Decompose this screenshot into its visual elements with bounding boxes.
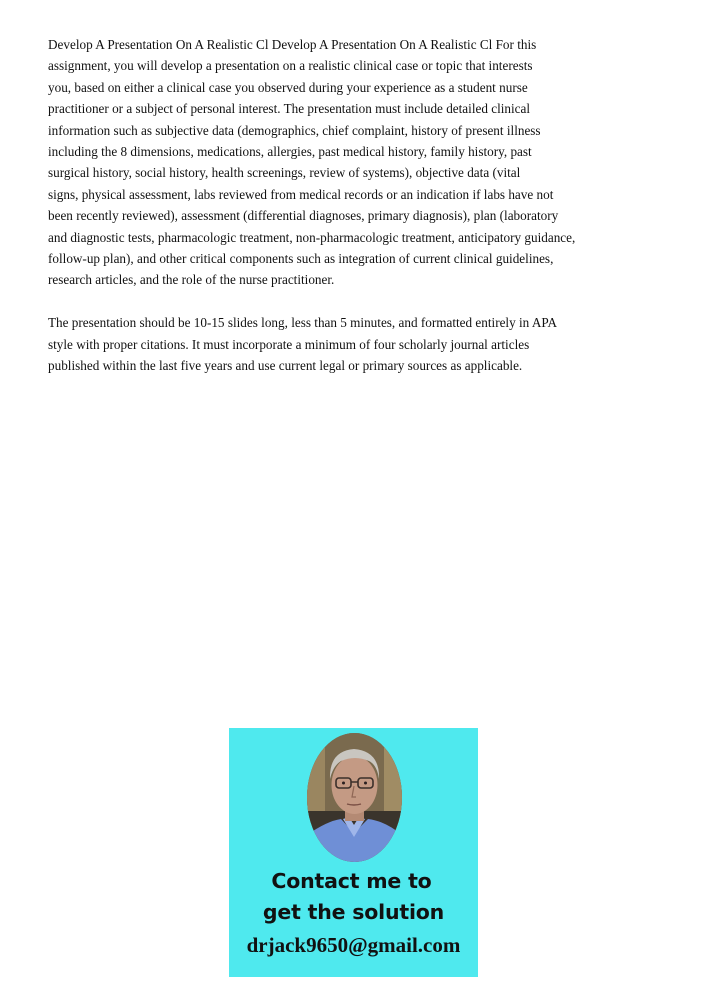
document-body [48, 34, 648, 376]
text-line: style with proper citations. It must incorporate a minimum of four scholarly journal articles [48, 336, 530, 352]
text-line: including the 8 dimensions, medications, allergies, past medical history, family history, past [48, 144, 532, 160]
text-line: been recently reviewed), assessment (differential diagnoses, primary diagnosis), plan (laboratory [48, 208, 559, 224]
contact-email: drjack9650@gmail.com [246, 933, 461, 957]
text-line: signs, physical assessment, labs reviewed from medical records or an indication if labs have not [48, 186, 554, 202]
text-line: The presentation should be 10-15 slides long, less than 5 minutes, and formatted entirely in APA [48, 315, 557, 331]
text-line: follow-up plan), and other critical components such as integration of current clinical guidelines, [48, 251, 554, 267]
text-line: assignment, you will develop a presentation on a realistic clinical case or topic that interests [48, 58, 533, 74]
promo-headline-line1: Contact me to [271, 869, 432, 893]
text-line: research articles, and the role of the nurse practitioner. [48, 272, 335, 288]
promo-headline-line2: get the solution [262, 900, 445, 924]
text-line: published within the last five years and use current legal or primary sources as applicable. [48, 358, 523, 374]
text-line: you, based on either a clinical case you observed during your experience as a student nurse [48, 79, 528, 95]
text-line: surgical history, social history, health screenings, review of systems), objective data (vital [48, 165, 521, 181]
portrait-photo [307, 733, 402, 862]
text-line: practitioner or a subject of personal interest. The presentation must include detailed clinical [48, 101, 531, 117]
person-portrait-icon [307, 733, 402, 862]
contact-promo-banner [229, 728, 478, 977]
paragraph-presentation-requirements [48, 312, 648, 376]
text-line: Develop A Presentation On A Realistic Cl Develop A Presentation On A Realistic Cl For this [48, 37, 537, 52]
text-line: information such as subjective data (demographics, chief complaint, history of present illness [48, 122, 541, 138]
paragraph-assignment-description [48, 34, 648, 291]
text-line: and diagnostic tests, pharmacologic treatment, non-pharmacologic treatment, anticipatory guidance, [48, 229, 576, 245]
